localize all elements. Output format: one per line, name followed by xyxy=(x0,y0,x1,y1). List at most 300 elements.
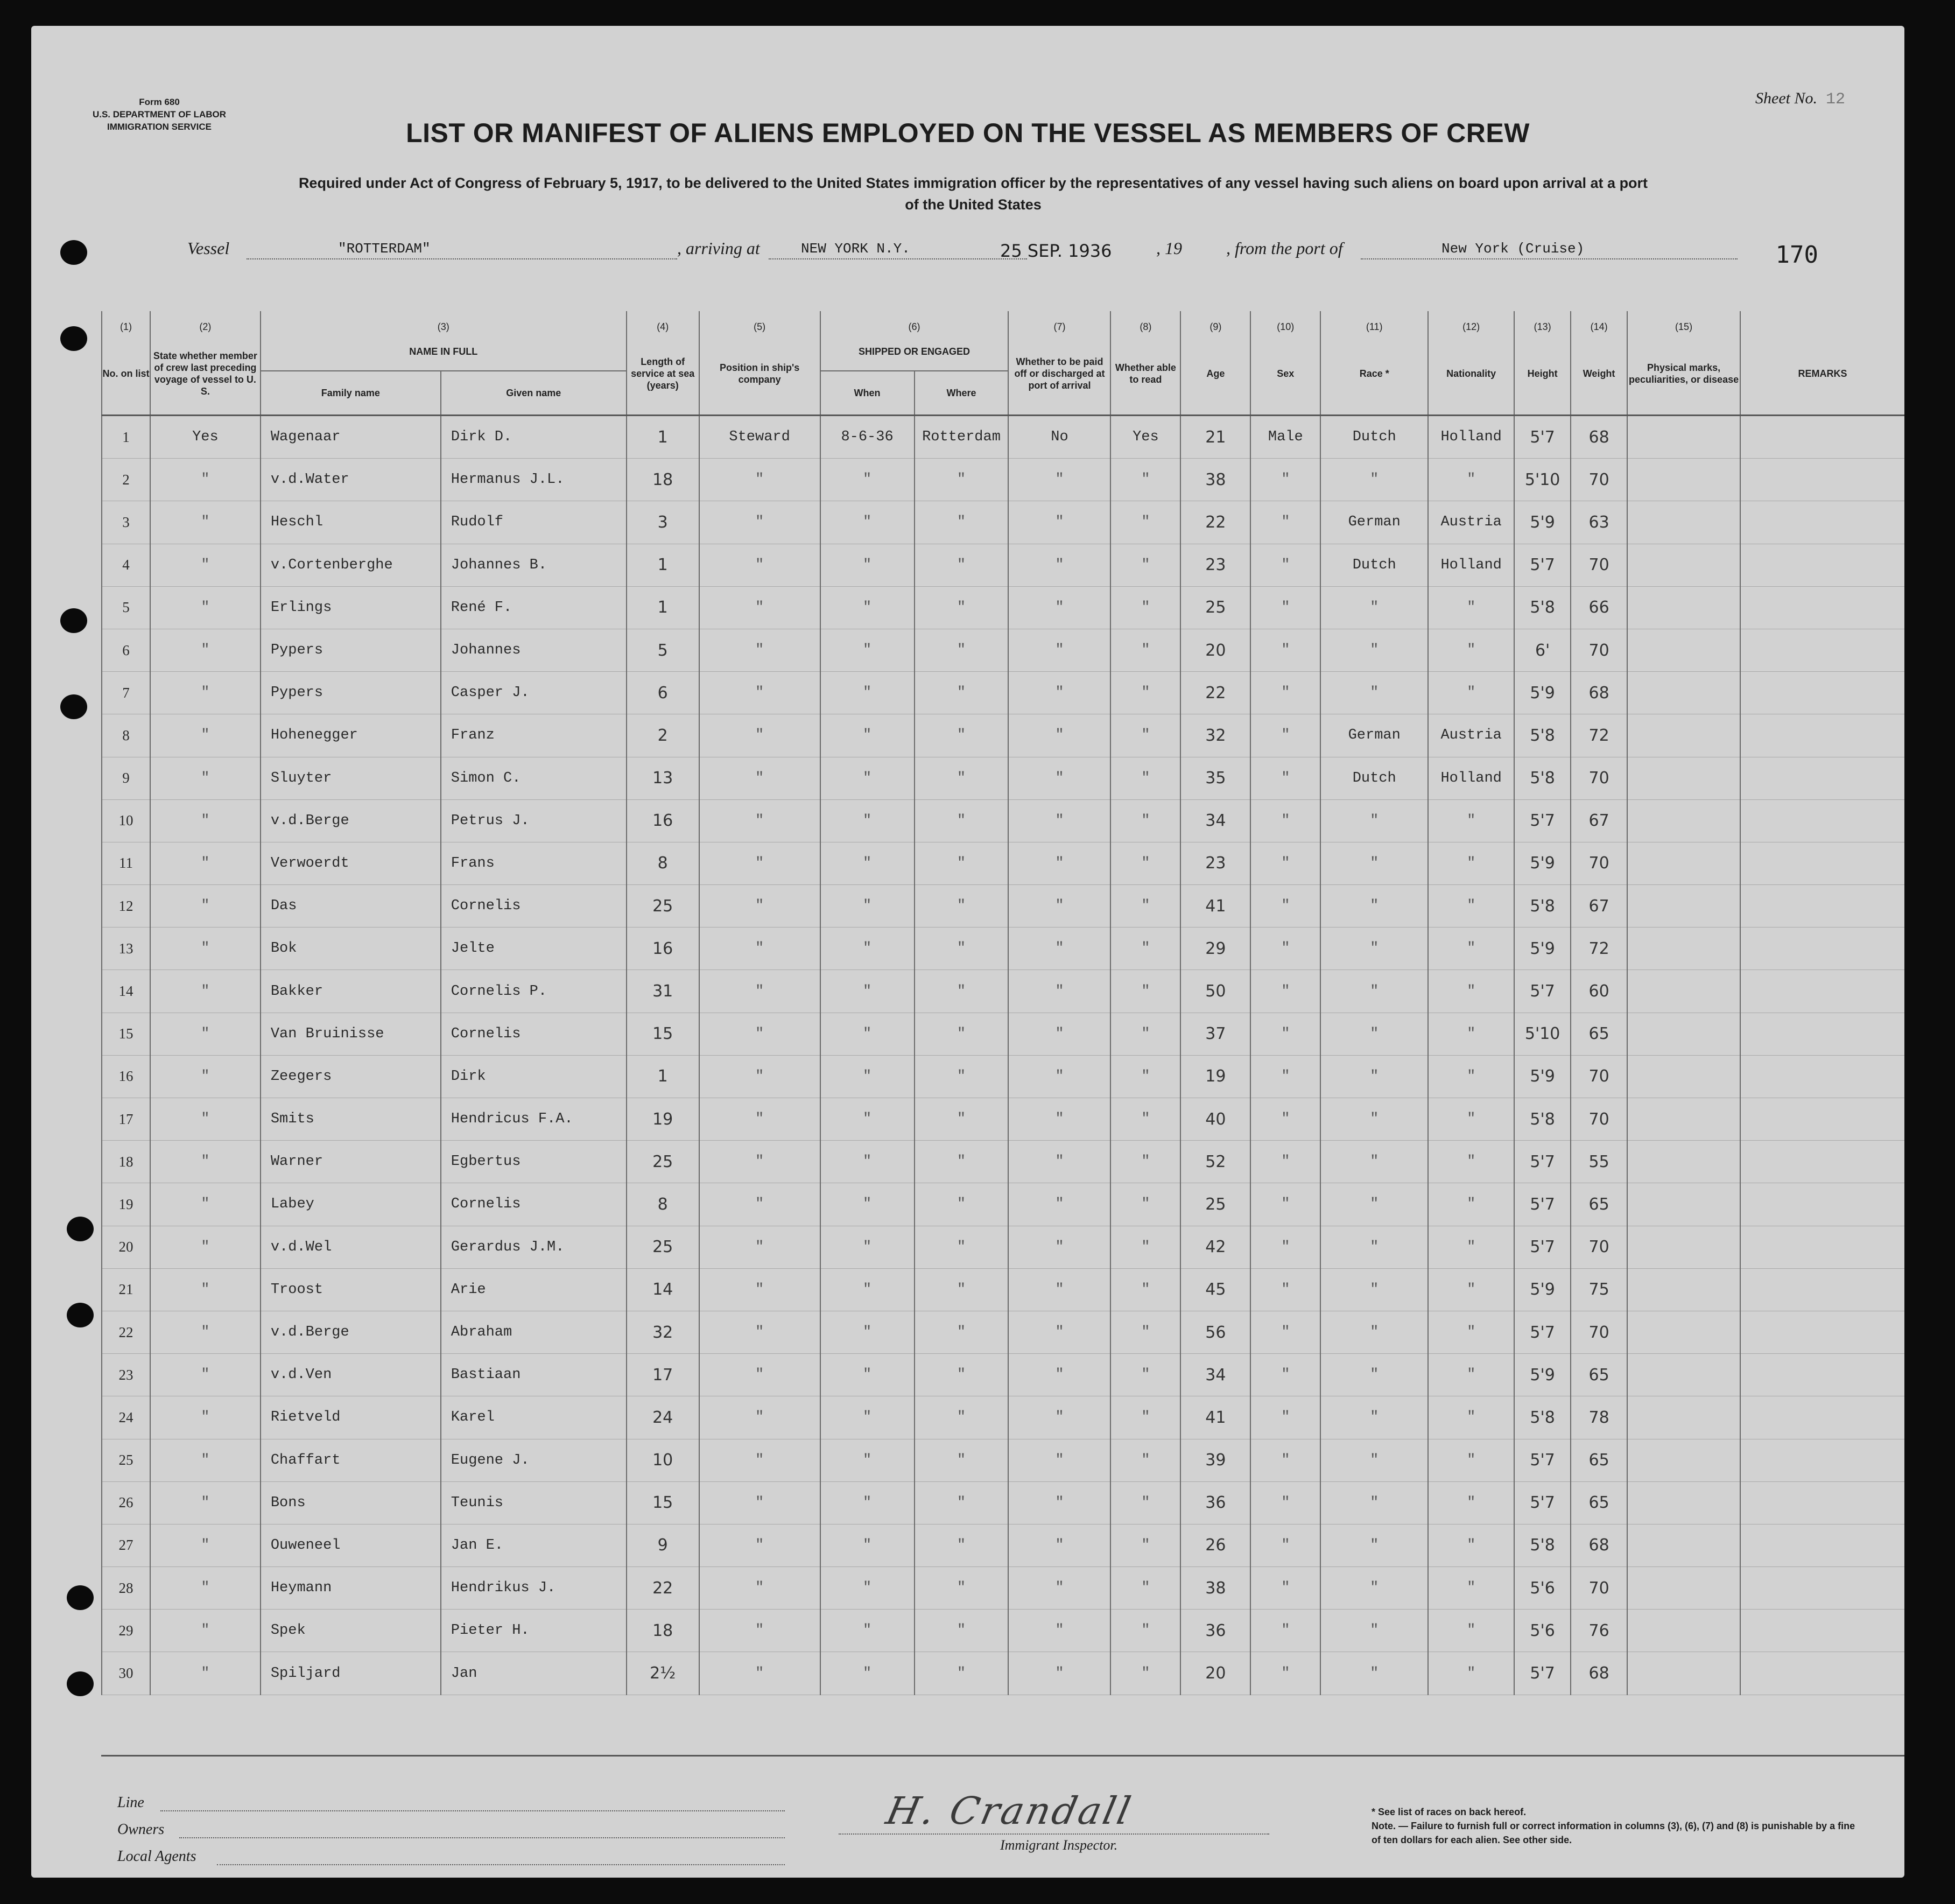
cell-when: " xyxy=(820,1141,915,1183)
col-num: (5) xyxy=(699,311,820,333)
cell-read: " xyxy=(1110,714,1180,757)
cell-weight: 55 xyxy=(1571,1141,1627,1183)
cell-service: 2 xyxy=(627,714,699,757)
cell-age: 32 xyxy=(1180,714,1250,757)
cell-empty xyxy=(1627,970,1740,1013)
cell-height: 5'7 xyxy=(1514,1652,1571,1695)
table-row xyxy=(102,544,1904,586)
cell-read: " xyxy=(1110,501,1180,544)
cell-service: 1 xyxy=(627,586,699,629)
cell-weight: 66 xyxy=(1571,586,1627,629)
cell-crew: " xyxy=(150,586,261,629)
cell-service: 8 xyxy=(627,842,699,884)
sheet-number-label: Sheet No. xyxy=(1755,89,1817,107)
cell-no: 20 xyxy=(102,1226,150,1268)
cell-where: " xyxy=(915,1396,1009,1439)
cell-when: " xyxy=(820,459,915,501)
cell-height: 5'9 xyxy=(1514,1354,1571,1396)
cell-weight: 68 xyxy=(1571,416,1627,459)
cell-read: " xyxy=(1110,672,1180,714)
cell-given: Arie xyxy=(441,1268,627,1311)
cell-given: Egbertus xyxy=(441,1141,627,1183)
cell-family: v.d.Berge xyxy=(261,799,441,842)
cell-position: " xyxy=(699,757,820,799)
cell-sex: " xyxy=(1250,928,1320,970)
cell-position: " xyxy=(699,842,820,884)
cell-empty xyxy=(1627,1183,1740,1226)
arriving-port: NEW YORK N.Y. xyxy=(801,241,910,257)
cell-where: " xyxy=(915,714,1009,757)
cell-empty xyxy=(1627,1396,1740,1439)
header-position: Position in ship's company xyxy=(699,333,820,416)
cell-empty xyxy=(1627,1013,1740,1055)
cell-no: 26 xyxy=(102,1481,150,1524)
cell-sex: " xyxy=(1250,1098,1320,1141)
cell-race: " xyxy=(1320,629,1428,671)
cell-when: " xyxy=(820,1354,915,1396)
cell-where: " xyxy=(915,1311,1009,1353)
cell-position: " xyxy=(699,629,820,671)
cell-empty xyxy=(1627,1524,1740,1566)
cell-empty xyxy=(1627,501,1740,544)
cell-sex: Male xyxy=(1250,416,1320,459)
subtitle-line-1: Required under Act of Congress of February 5, 1917, to be delivered to the United States immigration officer by the representatives of any vessel having such aliens on board upon arrival at a port xyxy=(298,175,1648,191)
cell-where: " xyxy=(915,757,1009,799)
cell-read: " xyxy=(1110,799,1180,842)
col-num: (7) xyxy=(1008,311,1110,333)
cell-height: 5'8 xyxy=(1514,714,1571,757)
cell-position: " xyxy=(699,1610,820,1652)
cell-position: " xyxy=(699,1354,820,1396)
cell-position: " xyxy=(699,1098,820,1141)
cell-when: " xyxy=(820,970,915,1013)
cell-where: " xyxy=(915,842,1009,884)
cell-empty xyxy=(1627,1610,1740,1652)
cell-when: " xyxy=(820,1098,915,1141)
cell-height: 5'8 xyxy=(1514,885,1571,928)
cell-position: " xyxy=(699,1226,820,1268)
cell-empty xyxy=(1627,416,1740,459)
cell-race: " xyxy=(1320,1098,1428,1141)
cell-height: 5'9 xyxy=(1514,842,1571,884)
cell-read: " xyxy=(1110,970,1180,1013)
cell-read: " xyxy=(1110,1098,1180,1141)
cell-read: " xyxy=(1110,1524,1180,1566)
cell-service: 16 xyxy=(627,928,699,970)
cell-family: Spek xyxy=(261,1610,441,1652)
cell-where: " xyxy=(915,1481,1009,1524)
cell-height: 5'9 xyxy=(1514,501,1571,544)
cell-height: 6' xyxy=(1514,629,1571,671)
header-name-in-full: NAME IN FULL xyxy=(261,333,627,371)
cell-age: 21 xyxy=(1180,416,1250,459)
cell-given: Rudolf xyxy=(441,501,627,544)
cell-crew: " xyxy=(150,1567,261,1610)
cell-read: " xyxy=(1110,544,1180,586)
cell-where: " xyxy=(915,501,1009,544)
cell-where: " xyxy=(915,544,1009,586)
cell-nationality: " xyxy=(1428,928,1514,970)
cell-paid-off: " xyxy=(1008,501,1110,544)
cell-race: " xyxy=(1320,672,1428,714)
cell-where: " xyxy=(915,1013,1009,1055)
cell-age: 25 xyxy=(1180,586,1250,629)
cell-race: " xyxy=(1320,1226,1428,1268)
cell-weight: 65 xyxy=(1571,1013,1627,1055)
cell-where: Rotterdam xyxy=(915,416,1009,459)
cell-no: 21 xyxy=(102,1268,150,1311)
cell-race: " xyxy=(1320,459,1428,501)
cell-empty xyxy=(1740,1311,1904,1353)
cell-nationality: " xyxy=(1428,1141,1514,1183)
cell-crew: " xyxy=(150,757,261,799)
cell-empty xyxy=(1627,629,1740,671)
cell-family: Pypers xyxy=(261,629,441,671)
cell-crew: " xyxy=(150,1481,261,1524)
cell-weight: 63 xyxy=(1571,501,1627,544)
cell-paid-off: " xyxy=(1008,1183,1110,1226)
table-row xyxy=(102,1610,1904,1652)
cell-paid-off: " xyxy=(1008,544,1110,586)
cell-family: Verwoerdt xyxy=(261,842,441,884)
cell-given: Simon C. xyxy=(441,757,627,799)
col-num: (10) xyxy=(1250,311,1320,333)
cell-nationality: " xyxy=(1428,1567,1514,1610)
cell-empty xyxy=(1627,757,1740,799)
cell-paid-off: " xyxy=(1008,714,1110,757)
cell-service: 5 xyxy=(627,629,699,671)
cell-empty xyxy=(1627,1311,1740,1353)
cell-given: Gerardus J.M. xyxy=(441,1226,627,1268)
cell-no: 25 xyxy=(102,1439,150,1481)
table-row xyxy=(102,1396,1904,1439)
cell-position: " xyxy=(699,544,820,586)
table-row xyxy=(102,1481,1904,1524)
cell-height: 5'7 xyxy=(1514,1141,1571,1183)
cell-where: " xyxy=(915,586,1009,629)
sheet-number-value: 12 xyxy=(1825,90,1845,109)
cell-family: Bons xyxy=(261,1481,441,1524)
cell-nationality: " xyxy=(1428,799,1514,842)
cell-no: 17 xyxy=(102,1098,150,1141)
department-name: U.S. DEPARTMENT OF LABOR xyxy=(92,109,227,120)
cell-when: " xyxy=(820,1610,915,1652)
cell-weight: 75 xyxy=(1571,1268,1627,1311)
cell-empty xyxy=(1740,459,1904,501)
cell-no: 30 xyxy=(102,1652,150,1695)
cell-nationality: " xyxy=(1428,672,1514,714)
line-label: Line xyxy=(117,1794,144,1811)
cell-age: 50 xyxy=(1180,970,1250,1013)
cell-family: Wagenaar xyxy=(261,416,441,459)
cell-position: Steward xyxy=(699,416,820,459)
cell-age: 25 xyxy=(1180,1183,1250,1226)
cell-position: " xyxy=(699,586,820,629)
cell-family: v.d.Water xyxy=(261,459,441,501)
cell-nationality: " xyxy=(1428,1055,1514,1098)
cell-nationality: " xyxy=(1428,1439,1514,1481)
cell-age: 20 xyxy=(1180,629,1250,671)
cell-family: Warner xyxy=(261,1141,441,1183)
arriving-label: , arriving at xyxy=(677,238,760,258)
cell-empty xyxy=(1740,1183,1904,1226)
document-subtitle xyxy=(90,172,1856,215)
cell-crew: " xyxy=(150,799,261,842)
cell-read: " xyxy=(1110,586,1180,629)
cell-nationality: " xyxy=(1428,1268,1514,1311)
cell-paid-off: " xyxy=(1008,1439,1110,1481)
cell-family: Erlings xyxy=(261,586,441,629)
handwritten-page-number: 170 xyxy=(1775,241,1818,269)
cell-when: " xyxy=(820,1183,915,1226)
cell-read: " xyxy=(1110,928,1180,970)
cell-nationality: " xyxy=(1428,1652,1514,1695)
cell-when: " xyxy=(820,842,915,884)
cell-empty xyxy=(1740,416,1904,459)
cell-sex: " xyxy=(1250,970,1320,1013)
cell-when: " xyxy=(820,714,915,757)
cell-no: 10 xyxy=(102,799,150,842)
cell-empty xyxy=(1627,1268,1740,1311)
table-row xyxy=(102,799,1904,842)
cell-no: 6 xyxy=(102,629,150,671)
cell-read: " xyxy=(1110,1141,1180,1183)
cell-nationality: " xyxy=(1428,1311,1514,1353)
cell-height: 5'7 xyxy=(1514,544,1571,586)
cell-family: v.d.Ven xyxy=(261,1354,441,1396)
cell-paid-off: No xyxy=(1008,416,1110,459)
col-num: (11) xyxy=(1320,311,1428,333)
cell-service: 9 xyxy=(627,1524,699,1566)
cell-paid-off: " xyxy=(1008,586,1110,629)
header-sex: Sex xyxy=(1250,333,1320,416)
cell-position: " xyxy=(699,1439,820,1481)
cell-height: 5'6 xyxy=(1514,1610,1571,1652)
cell-position: " xyxy=(699,928,820,970)
table-row xyxy=(102,416,1904,459)
cell-crew: " xyxy=(150,1141,261,1183)
cell-given: René F. xyxy=(441,586,627,629)
cell-position: " xyxy=(699,1013,820,1055)
cell-service: 6 xyxy=(627,672,699,714)
cell-empty xyxy=(1740,1610,1904,1652)
cell-height: 5'8 xyxy=(1514,586,1571,629)
cell-paid-off: " xyxy=(1008,1354,1110,1396)
cell-nationality: " xyxy=(1428,970,1514,1013)
cell-empty xyxy=(1740,1055,1904,1098)
cell-race: " xyxy=(1320,799,1428,842)
cell-position: " xyxy=(699,1055,820,1098)
cell-paid-off: " xyxy=(1008,928,1110,970)
cell-read: " xyxy=(1110,1013,1180,1055)
from-port-value: New York (Cruise) xyxy=(1441,241,1585,257)
cell-sex: " xyxy=(1250,544,1320,586)
cell-paid-off: " xyxy=(1008,1524,1110,1566)
cell-sex: " xyxy=(1250,672,1320,714)
cell-height: 5'7 xyxy=(1514,1481,1571,1524)
cell-nationality: " xyxy=(1428,459,1514,501)
cell-weight: 67 xyxy=(1571,799,1627,842)
cell-empty xyxy=(1740,1652,1904,1695)
table-row xyxy=(102,757,1904,799)
cell-nationality: " xyxy=(1428,1013,1514,1055)
table-row xyxy=(102,928,1904,970)
cell-weight: 70 xyxy=(1571,544,1627,586)
cell-when: " xyxy=(820,1524,915,1566)
cell-empty xyxy=(1627,1652,1740,1695)
cell-no: 12 xyxy=(102,885,150,928)
punch-hole xyxy=(60,240,87,265)
cell-service: 1 xyxy=(627,1055,699,1098)
cell-nationality: Holland xyxy=(1428,544,1514,586)
cell-race: " xyxy=(1320,1183,1428,1226)
cell-empty xyxy=(1627,672,1740,714)
cell-position: " xyxy=(699,501,820,544)
cell-empty xyxy=(1627,1481,1740,1524)
cell-sex: " xyxy=(1250,714,1320,757)
table-row xyxy=(102,970,1904,1013)
cell-when: " xyxy=(820,1481,915,1524)
cell-when: " xyxy=(820,501,915,544)
cell-weight: 72 xyxy=(1571,928,1627,970)
cell-sex: " xyxy=(1250,629,1320,671)
cell-nationality: " xyxy=(1428,1354,1514,1396)
cell-where: " xyxy=(915,928,1009,970)
cell-paid-off: " xyxy=(1008,1610,1110,1652)
cell-height: 5'7 xyxy=(1514,1183,1571,1226)
cell-position: " xyxy=(699,1183,820,1226)
header-age: Age xyxy=(1180,333,1250,416)
cell-paid-off: " xyxy=(1008,842,1110,884)
cell-when: " xyxy=(820,1268,915,1311)
document-title: LIST OR MANIFEST OF ALIENS EMPLOYED ON THE VESSEL AS MEMBERS OF CREW xyxy=(406,118,1530,148)
cell-empty xyxy=(1740,1013,1904,1055)
header-nationality: Nationality xyxy=(1428,333,1514,416)
cell-where: " xyxy=(915,1098,1009,1141)
cell-where: " xyxy=(915,1610,1009,1652)
cell-race: " xyxy=(1320,1652,1428,1695)
cell-empty xyxy=(1627,1055,1740,1098)
cell-age: 39 xyxy=(1180,1439,1250,1481)
cell-family: Heschl xyxy=(261,501,441,544)
cell-crew: " xyxy=(150,1610,261,1652)
cell-age: 38 xyxy=(1180,1567,1250,1610)
cell-sex: " xyxy=(1250,1439,1320,1481)
cell-family: Hohenegger xyxy=(261,714,441,757)
cell-family: Labey xyxy=(261,1183,441,1226)
table-row xyxy=(102,459,1904,501)
cell-service: 25 xyxy=(627,885,699,928)
cell-height: 5'6 xyxy=(1514,1567,1571,1610)
cell-paid-off: " xyxy=(1008,1055,1110,1098)
cell-when: " xyxy=(820,1396,915,1439)
cell-race: German xyxy=(1320,714,1428,757)
punch-hole xyxy=(67,1671,94,1696)
cell-sex: " xyxy=(1250,459,1320,501)
cell-weight: 70 xyxy=(1571,459,1627,501)
cell-race: " xyxy=(1320,1055,1428,1098)
cell-given: Johannes xyxy=(441,629,627,671)
table-row xyxy=(102,1524,1904,1566)
cell-given: Cornelis xyxy=(441,1183,627,1226)
cell-race: Dutch xyxy=(1320,544,1428,586)
cell-given: Pieter H. xyxy=(441,1610,627,1652)
cell-empty xyxy=(1627,544,1740,586)
cell-no: 22 xyxy=(102,1311,150,1353)
cell-height: 5'10 xyxy=(1514,1013,1571,1055)
cell-crew: " xyxy=(150,1098,261,1141)
vessel-label: Vessel xyxy=(187,238,230,258)
cell-height: 5'9 xyxy=(1514,672,1571,714)
cell-empty xyxy=(1627,1439,1740,1481)
table-row xyxy=(102,629,1904,671)
cell-family: v.d.Wel xyxy=(261,1226,441,1268)
table-row xyxy=(102,842,1904,884)
punch-hole xyxy=(67,1585,94,1610)
cell-where: " xyxy=(915,1141,1009,1183)
cell-sex: " xyxy=(1250,1354,1320,1396)
cell-crew: " xyxy=(150,629,261,671)
col-num: (3) xyxy=(261,311,627,333)
cell-age: 29 xyxy=(1180,928,1250,970)
cell-service: 19 xyxy=(627,1098,699,1141)
cell-empty xyxy=(1740,970,1904,1013)
col-num: (12) xyxy=(1428,311,1514,333)
cell-paid-off: " xyxy=(1008,1098,1110,1141)
cell-family: Rietveld xyxy=(261,1396,441,1439)
cell-empty xyxy=(1740,501,1904,544)
table-row xyxy=(102,714,1904,757)
cell-nationality: Austria xyxy=(1428,501,1514,544)
cell-where: " xyxy=(915,629,1009,671)
cell-sex: " xyxy=(1250,1481,1320,1524)
cell-crew: " xyxy=(150,928,261,970)
cell-no: 24 xyxy=(102,1396,150,1439)
cell-weight: 70 xyxy=(1571,1098,1627,1141)
cell-weight: 68 xyxy=(1571,672,1627,714)
cell-where: " xyxy=(915,672,1009,714)
cell-empty xyxy=(1627,928,1740,970)
cell-family: v.d.Berge xyxy=(261,1311,441,1353)
cell-empty xyxy=(1740,672,1904,714)
cell-empty xyxy=(1740,757,1904,799)
cell-read: " xyxy=(1110,1183,1180,1226)
table-row xyxy=(102,1354,1904,1396)
cell-service: 1 xyxy=(627,544,699,586)
cell-empty xyxy=(1740,629,1904,671)
cell-given: Jelte xyxy=(441,928,627,970)
from-port-label: , from the port of xyxy=(1226,238,1343,258)
cell-read: " xyxy=(1110,629,1180,671)
cell-crew: " xyxy=(150,1311,261,1353)
cell-empty xyxy=(1627,1567,1740,1610)
cell-empty xyxy=(1627,1354,1740,1396)
cell-paid-off: " xyxy=(1008,1013,1110,1055)
cell-paid-off: " xyxy=(1008,885,1110,928)
cell-empty xyxy=(1627,714,1740,757)
cell-crew: " xyxy=(150,459,261,501)
cell-read: " xyxy=(1110,1439,1180,1481)
cell-race: " xyxy=(1320,970,1428,1013)
vessel-info-line xyxy=(187,238,1764,260)
cell-when: " xyxy=(820,629,915,671)
header-remarks: REMARKS xyxy=(1740,333,1904,416)
cell-empty xyxy=(1740,1481,1904,1524)
cell-read: " xyxy=(1110,842,1180,884)
form-number: Form 680 xyxy=(139,97,180,107)
cell-given: Hendricus F.A. xyxy=(441,1098,627,1141)
cell-where: " xyxy=(915,799,1009,842)
